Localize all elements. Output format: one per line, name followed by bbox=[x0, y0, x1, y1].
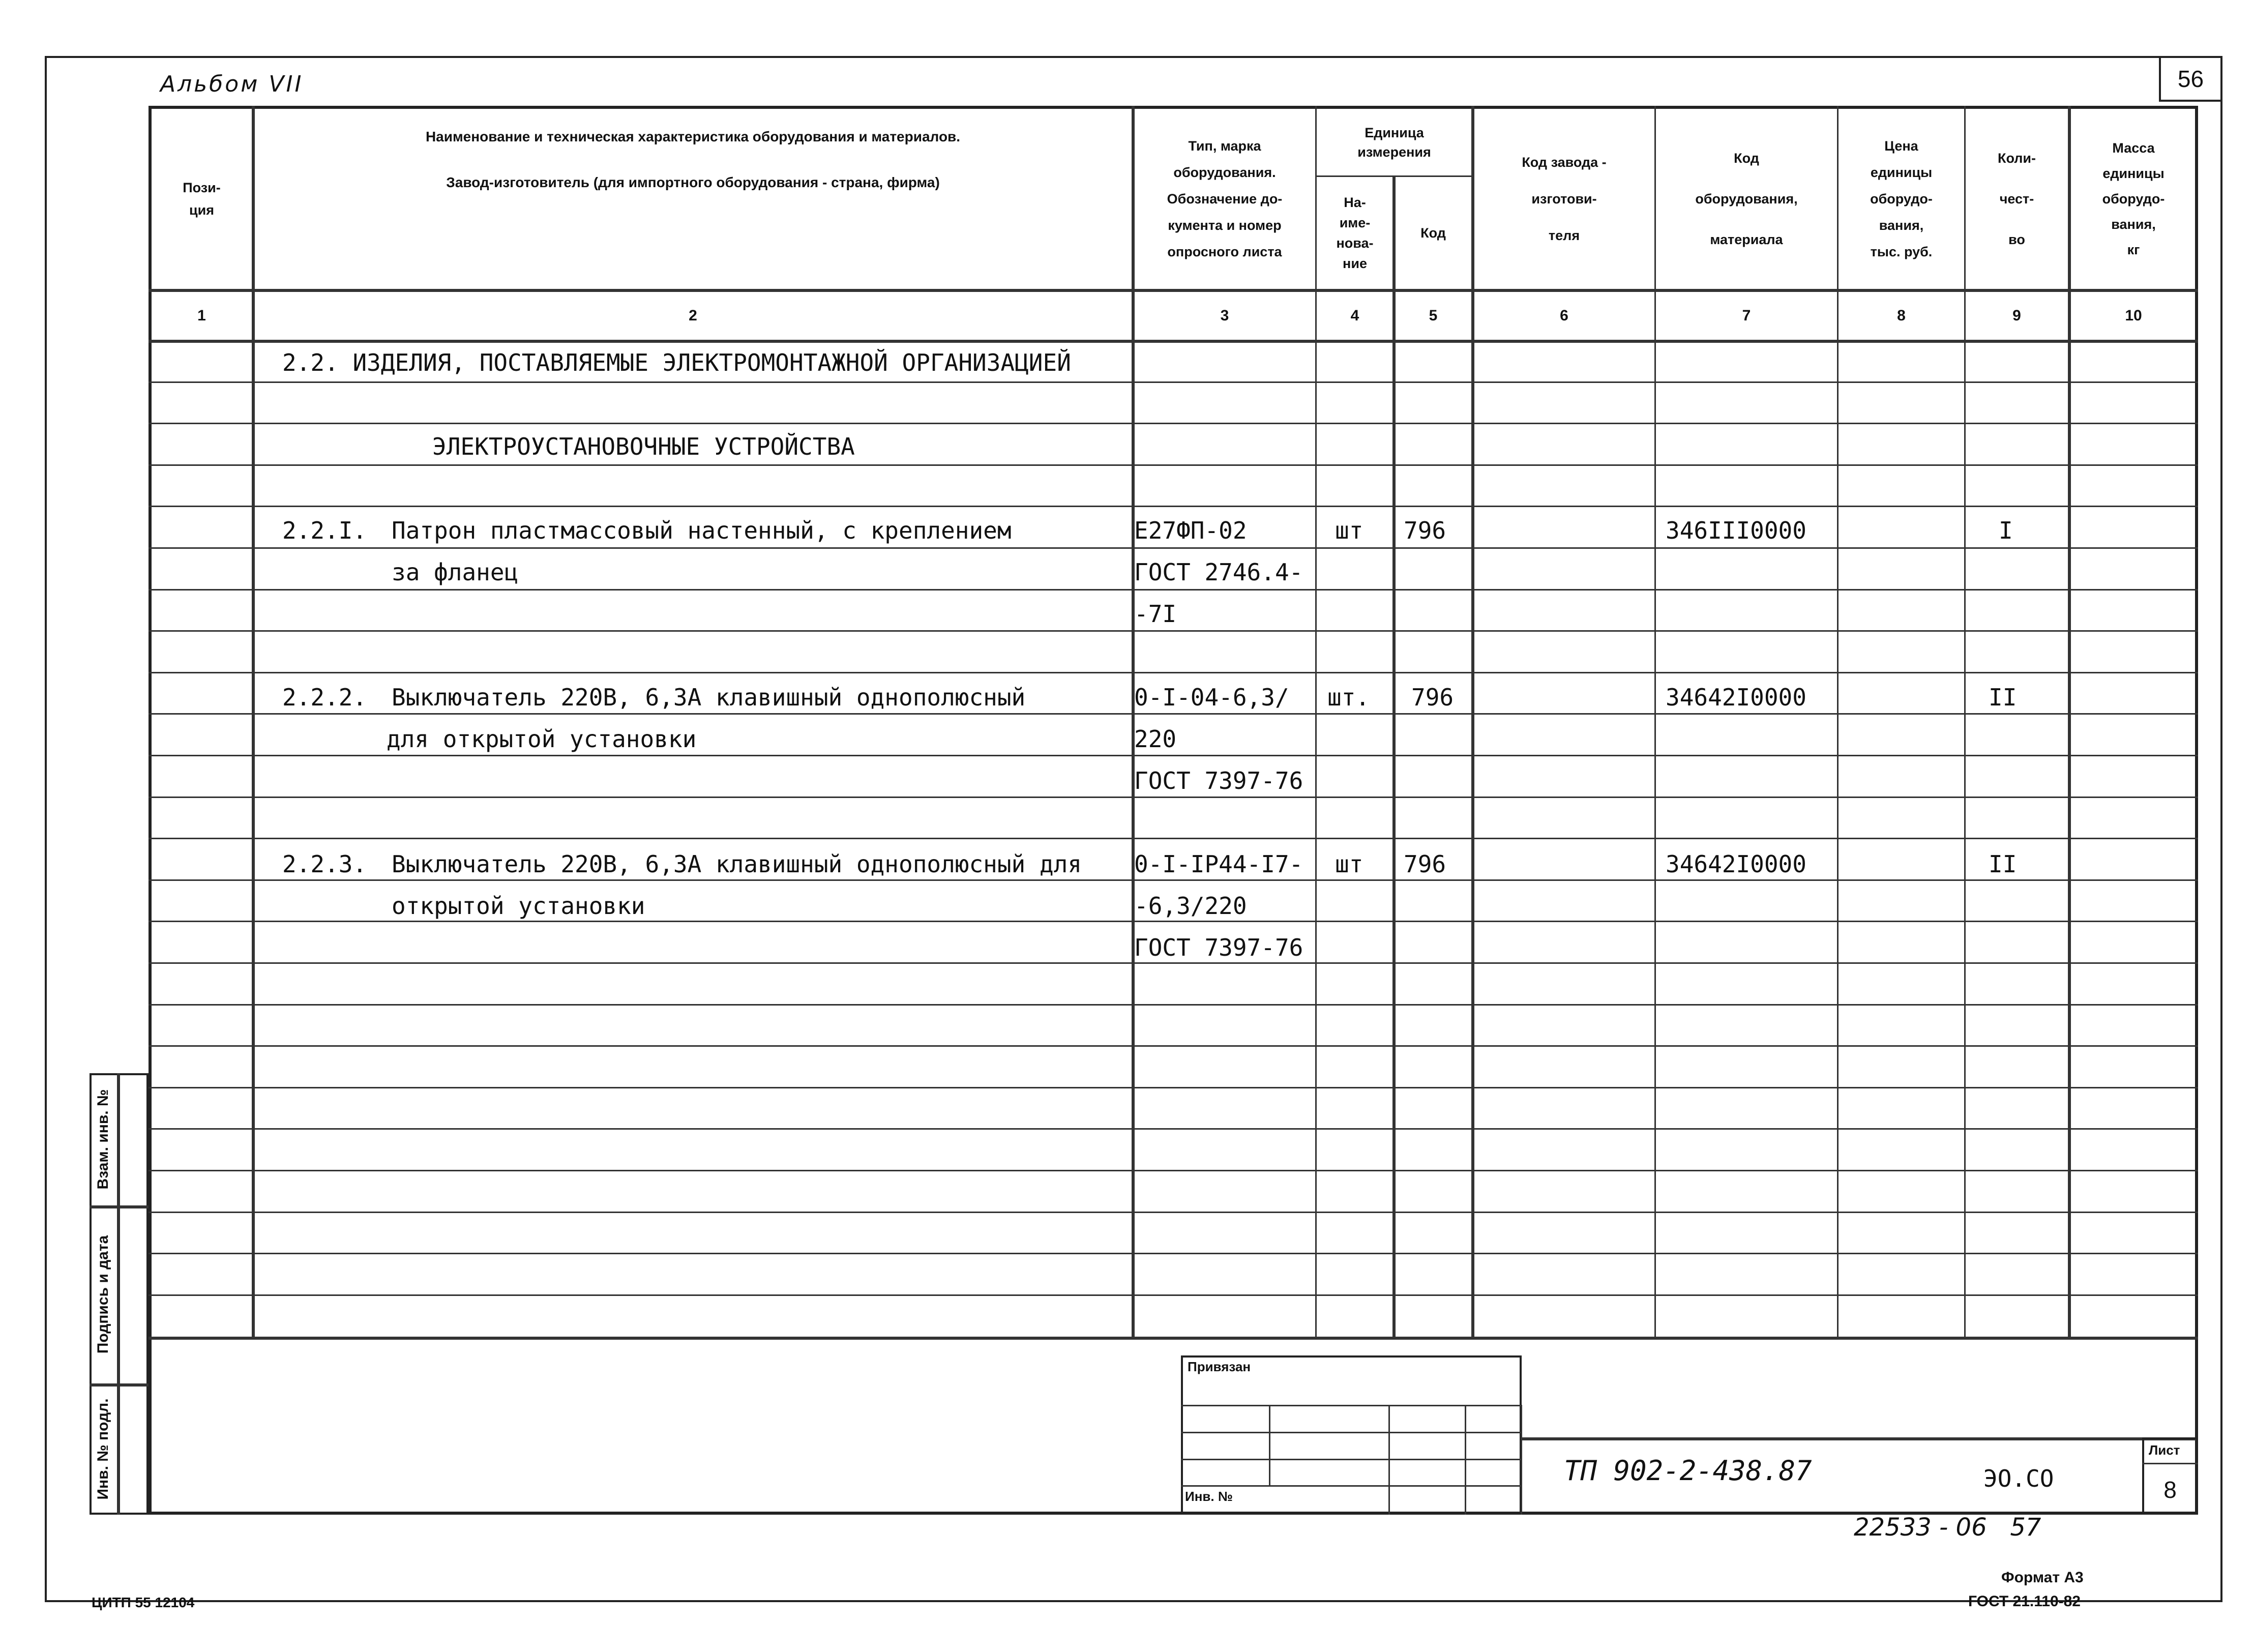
col-line-3 bbox=[1315, 106, 1317, 1337]
item-3-code: 34642I0000 bbox=[1666, 850, 1806, 878]
header-position: Пози- ция bbox=[183, 180, 221, 218]
colnum-1: 1 bbox=[197, 307, 206, 324]
table-row-line bbox=[149, 1212, 2198, 1213]
colnum-bottom-line bbox=[149, 340, 2198, 343]
header-name: Наименование и техническая характеристика оборудования и материалов. Завод-изготовитель (для импортного оборудования - страна, фирма) bbox=[425, 129, 961, 190]
table-row-line bbox=[149, 962, 2198, 964]
table-row-line bbox=[149, 547, 2198, 549]
table-row-line bbox=[149, 1087, 2198, 1088]
sheet-number: 8 bbox=[2163, 1477, 2177, 1503]
colnum-6: 6 bbox=[1560, 307, 1568, 324]
privyazan-vline-3 bbox=[1465, 1405, 1466, 1515]
item-1-quantity: I bbox=[1999, 517, 2013, 544]
privyazan-line-1 bbox=[1181, 1405, 1522, 1406]
document-code: ТП 902-2-438.87 bbox=[1564, 1455, 1812, 1487]
item-3-unit-code: 796 bbox=[1404, 850, 1446, 878]
table-row-line bbox=[149, 423, 2198, 424]
header-equipment-code: Код оборудования, материала bbox=[1695, 151, 1798, 247]
privyazan-vline-2 bbox=[1388, 1405, 1390, 1515]
col-line-9 bbox=[2068, 106, 2071, 1337]
item-2-unit: шт. bbox=[1327, 684, 1370, 711]
sheet-label: Лист bbox=[2149, 1442, 2180, 1458]
table-row-line bbox=[149, 879, 2198, 881]
table-row-line bbox=[149, 838, 2198, 839]
table-row-line bbox=[149, 1004, 2198, 1006]
privyazan-vline-4 bbox=[1521, 1405, 1522, 1515]
item-3-type-line-3: ГОСТ 7397-76 bbox=[1134, 934, 1303, 961]
item-2-name-line-2: для открытой установки bbox=[387, 725, 697, 753]
header-mass: Масса единицы оборудо- вания, кг bbox=[2102, 140, 2165, 257]
col-line-6 bbox=[1654, 106, 1656, 1337]
privyazan-vline-1 bbox=[1269, 1405, 1270, 1485]
table-row-line bbox=[149, 672, 2198, 673]
header-maker-code: Код завода - изготови- теля bbox=[1522, 155, 1607, 243]
footer-format: Формат А3 bbox=[2001, 1569, 2084, 1586]
album-label: Альбом VII bbox=[160, 71, 304, 97]
table-row-line bbox=[149, 755, 2198, 756]
item-3-position: 2.2.3. bbox=[282, 850, 367, 878]
item-3-name-line-2: открытой установки bbox=[392, 892, 645, 920]
item-1-unit-code: 796 bbox=[1404, 517, 1446, 544]
colnum-3: 3 bbox=[1220, 307, 1229, 324]
item-1-name-line-2: за фланец bbox=[392, 558, 519, 586]
col-line-7 bbox=[1837, 106, 1839, 1337]
colnum-5: 5 bbox=[1429, 307, 1438, 324]
col-line-2 bbox=[1132, 106, 1135, 1337]
side-label-vzam-inv: Взам. инв. № bbox=[95, 1089, 111, 1190]
col-line-8 bbox=[1964, 106, 1966, 1337]
footer-left-code: ЦИТП 55 12104 bbox=[92, 1595, 195, 1610]
inv-no-label: Инв. № bbox=[1185, 1489, 1233, 1504]
table-row-line bbox=[149, 1128, 2198, 1130]
privyazan-line-4 bbox=[1181, 1485, 1522, 1487]
item-1-unit: шт bbox=[1335, 517, 1363, 544]
item-1-name-line-1: Патрон пластмассовый настенный, с креплением bbox=[392, 517, 1012, 544]
header-price: Цена единицы оборудо- вания, тыс. руб. bbox=[1870, 138, 1933, 259]
item-1-type-line-3: -7I bbox=[1134, 600, 1177, 628]
colnum-9: 9 bbox=[2012, 307, 2021, 324]
item-1-position: 2.2.I. bbox=[282, 517, 367, 544]
item-3-type-line-2: -6,3/220 bbox=[1134, 892, 1247, 920]
privyazan-line-3 bbox=[1181, 1459, 1522, 1460]
item-3-type-line-1: 0-I-IP44-I7- bbox=[1134, 850, 1303, 878]
header-unit-name: На- име- нова- ние bbox=[1336, 195, 1374, 271]
privyazan-label: Привязан bbox=[1188, 1359, 1251, 1374]
colnum-7: 7 bbox=[1742, 307, 1751, 324]
sheet-box-split bbox=[2142, 1463, 2198, 1464]
table-body-bottom bbox=[149, 1337, 2198, 1340]
header-unit: Единица измерения bbox=[1357, 125, 1431, 160]
header-type: Тип, марка оборудования. Обозначение до- кумента и номер опросного листа bbox=[1167, 138, 1283, 259]
col-line-5 bbox=[1471, 106, 1474, 1337]
side-label-podpis-data: Подпись и дата bbox=[95, 1235, 111, 1354]
table-row-line bbox=[149, 1253, 2198, 1254]
colnum-10: 10 bbox=[2125, 307, 2142, 324]
side-strip-divider bbox=[117, 1073, 120, 1515]
table-row-line bbox=[149, 464, 2198, 466]
footer-gost: ГОСТ 21.110-82 bbox=[1968, 1593, 2081, 1610]
handwritten-note: 22533 - 06 57 bbox=[1854, 1513, 2041, 1542]
header-unit-code: Код bbox=[1420, 225, 1446, 241]
item-1-code: 346III0000 bbox=[1666, 517, 1806, 544]
col-line-1 bbox=[252, 106, 255, 1337]
item-2-type-line-3: ГОСТ 7397-76 bbox=[1134, 767, 1303, 794]
table-row-line bbox=[149, 1170, 2198, 1171]
table-row-line bbox=[149, 1294, 2198, 1296]
table-row-line bbox=[149, 713, 2198, 715]
header-quantity: Коли- чест- во bbox=[1997, 151, 2036, 247]
table-row-line bbox=[149, 630, 2198, 632]
section-code: ЭО.СО bbox=[1983, 1465, 2054, 1492]
privyazan-line-2 bbox=[1181, 1432, 1522, 1433]
item-2-type-line-1: 0-I-04-6,3/ bbox=[1134, 684, 1289, 711]
table-row-line bbox=[149, 506, 2198, 507]
item-3-unit: шт bbox=[1335, 850, 1363, 878]
table-row-line bbox=[149, 921, 2198, 922]
item-2-name-line-1: Выключатель 220В, 6,3А клавишный однополюсный bbox=[392, 684, 1026, 711]
item-3-name-line-1: Выключатель 220В, 6,3А клавишный однополюсный для bbox=[392, 850, 1082, 878]
colnum-2: 2 bbox=[689, 307, 697, 324]
page-number: 56 bbox=[2177, 66, 2204, 92]
item-3-quantity: II bbox=[1989, 850, 2017, 878]
table-row-line bbox=[149, 1045, 2198, 1047]
item-1-type-line-2: ГОСТ 2746.4- bbox=[1134, 558, 1303, 586]
item-2-unit-code: 796 bbox=[1411, 684, 1454, 711]
subsection-title: ЭЛЕКТРОУСТАНОВОЧНЫЕ УСТРОЙСТВА bbox=[432, 433, 855, 460]
table-row-line bbox=[149, 589, 2198, 591]
item-2-position: 2.2.2. bbox=[282, 684, 367, 711]
side-label-inv-podl: Инв. № подл. bbox=[95, 1398, 111, 1500]
table-row-line bbox=[149, 796, 2198, 798]
item-2-quantity: II bbox=[1989, 684, 2017, 711]
item-2-code: 34642I0000 bbox=[1666, 684, 1806, 711]
section-title: 2.2. ИЗДЕЛИЯ, ПОСТАВЛЯЕМЫЕ ЭЛЕКТРОМОНТАЖНОЙ ОРГАНИЗАЦИЕЙ bbox=[282, 349, 1071, 376]
item-2-type-line-2: 220 bbox=[1134, 725, 1177, 753]
table-row-line bbox=[149, 381, 2198, 383]
title-block-top-line bbox=[1522, 1437, 2198, 1440]
colnum-8: 8 bbox=[1897, 307, 1906, 324]
item-1-type-line-1: Е27ФП-02 bbox=[1134, 517, 1247, 544]
colnum-4: 4 bbox=[1350, 307, 1359, 324]
